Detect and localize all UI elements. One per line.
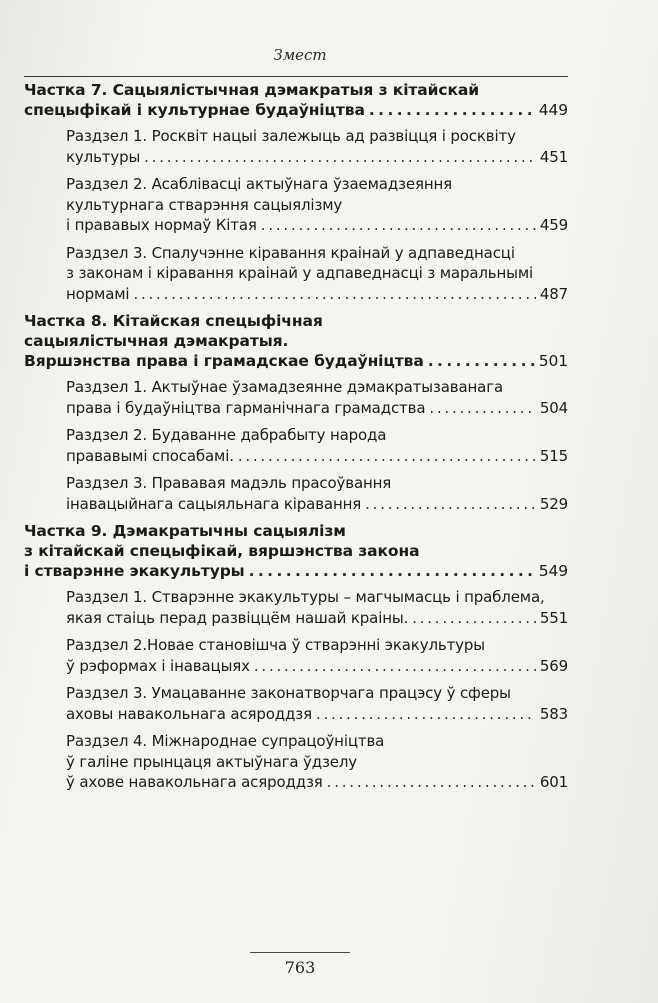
toc-entry-line: Раздзел 2.Новае становішча ў стварэнні экакультуры xyxy=(66,636,485,654)
table-of-contents xyxy=(24,80,568,800)
toc-entry-line: Вяршэнства права і грамадскае будаўніцтва xyxy=(24,352,424,370)
toc-entry-last-line xyxy=(66,656,568,677)
toc-entry-line: аховы навакольнага асяроддзя xyxy=(66,704,312,723)
header-rule xyxy=(24,76,568,77)
toc-section-entry xyxy=(66,126,568,167)
dot-leader xyxy=(238,446,536,467)
toc-entry-last-line xyxy=(66,704,568,725)
toc-section-entry xyxy=(66,425,568,466)
toc-entry-line: Раздзел 4. Міжнароднае супрацоўніцтва xyxy=(66,732,385,750)
toc-entry-line: Частка 9. Дэмакратычны сацыялізм xyxy=(24,522,346,540)
toc-entry-line: з кітайскай спецыфікай, вяршэнства закона xyxy=(24,542,420,560)
running-head: Змест xyxy=(273,46,327,64)
dot-leader xyxy=(261,215,536,236)
toc-section-entry xyxy=(66,635,568,676)
toc-section-entry xyxy=(66,473,568,514)
toc-entry-last-line xyxy=(66,608,568,629)
toc-entry-line: і стварэнне экакультуры xyxy=(24,562,245,580)
toc-entry-last-line xyxy=(66,446,568,467)
toc-entry-line: Раздзел 2. Будаванне дабрабыту народа xyxy=(66,426,387,444)
dot-leader xyxy=(428,351,535,371)
toc-part-entry xyxy=(24,521,568,581)
toc-section-entry xyxy=(66,174,568,236)
toc-part-entry xyxy=(24,80,568,120)
page-number: 763 xyxy=(284,958,316,977)
toc-entry-last-line xyxy=(66,398,568,419)
dot-leader xyxy=(249,561,535,581)
dot-leader xyxy=(369,100,535,120)
toc-page-number: 451 xyxy=(539,147,568,166)
toc-page-number: 569 xyxy=(539,656,568,675)
toc-entry-line: спецыфікай і культурнае будаўніцтва xyxy=(24,101,365,119)
toc-section-entry xyxy=(66,377,568,418)
dot-leader xyxy=(133,284,535,305)
toc-entry-line: Раздзел 3. Умацаванне законатворчага працэсу ў сферы xyxy=(66,684,511,702)
toc-page-number: 529 xyxy=(539,494,568,513)
toc-entry-line: з законам і кіравання краінай у адпаведнасці з маральнымі xyxy=(66,264,534,282)
toc-entry-last-line xyxy=(24,100,568,120)
toc-entry-last-line xyxy=(24,351,568,371)
dot-leader xyxy=(254,656,536,677)
toc-entry-line: і прававых нормаў Кітая xyxy=(66,216,257,234)
toc-entry-line: сацыялістычная дэмакратыя. xyxy=(24,332,289,350)
toc-entry-line: культуры xyxy=(66,147,141,166)
toc-page-number: 601 xyxy=(539,773,568,791)
toc-entry-last-line xyxy=(24,561,568,581)
toc-entry-line: нормамі xyxy=(66,284,130,303)
toc-section-entry xyxy=(66,587,568,628)
toc-page-number: 504 xyxy=(539,398,568,417)
toc-page-number: 549 xyxy=(538,562,568,580)
toc-entry-line: Частка 8. Кітайская спецыфічная xyxy=(24,312,323,330)
toc-part-entry xyxy=(24,311,568,371)
toc-page-number: 459 xyxy=(539,216,568,234)
toc-entry-line: прававымі спосабамі. xyxy=(66,446,234,465)
footer-rule xyxy=(250,952,350,953)
toc-page-number: 449 xyxy=(538,101,568,119)
toc-entry-line: Раздзел 1. Стварэнне экакультуры – магчымасць і праблема, xyxy=(66,588,545,606)
toc-entry-line: Раздзел 1. Росквіт нацыі залежыць ад развіцця і росквіту xyxy=(66,127,516,145)
dot-leader xyxy=(412,608,536,629)
toc-page-number: 487 xyxy=(539,284,568,303)
dot-leader xyxy=(144,147,536,168)
toc-entry-line: Раздзел 3. Спалучэнне кіравання краінай у адпаведнасці xyxy=(66,243,515,262)
toc-entry-line: Раздзел 3. Прававая мадэль прасоўвання xyxy=(66,474,392,492)
toc-entry-line: ў ахове навакольнага асяроддзя xyxy=(66,773,323,791)
toc-page-number: 551 xyxy=(539,608,568,627)
toc-entry-line: Раздзел 1. Актыўнае ўзамадзеянне дэмакратызаванага xyxy=(66,378,503,396)
toc-page-number: 501 xyxy=(538,352,568,370)
toc-page-number: 583 xyxy=(539,704,568,723)
toc-entry-line: якая стаіць перад развіццём нашай краіны. xyxy=(66,608,409,627)
toc-entry-line: культурнага стварэння сацыялізму xyxy=(66,195,343,214)
toc-entry-last-line xyxy=(66,147,568,168)
toc-section-entry xyxy=(66,243,568,305)
toc-entry-line: ў галіне прынцаця актыўнага ўдзелу xyxy=(66,752,358,771)
toc-section-entry xyxy=(66,683,568,724)
toc-entry-last-line xyxy=(66,494,568,515)
dot-leader xyxy=(327,772,536,793)
toc-section-entry xyxy=(66,731,568,793)
toc-entry-line: Раздзел 2. Асаблівасці актыўнага ўзаемадзеяння xyxy=(66,175,453,193)
toc-entry-last-line xyxy=(66,215,568,236)
dot-leader xyxy=(316,704,536,725)
toc-entry-line: Частка 7. Сацыялістычная дэмакратыя з кітайскай xyxy=(24,81,480,99)
dot-leader xyxy=(365,494,536,515)
toc-entry-line: інавацыйнага сацыяльнага кіравання xyxy=(66,494,362,513)
toc-entry-line: права і будаўніцтва гарманічнага грамадства xyxy=(66,398,426,417)
toc-page-number: 515 xyxy=(539,446,568,465)
toc-entry-last-line xyxy=(66,772,568,793)
toc-entry-last-line xyxy=(66,284,568,305)
toc-entry-line: ў рэформах і інавацыях xyxy=(66,656,250,675)
dot-leader xyxy=(429,398,535,419)
